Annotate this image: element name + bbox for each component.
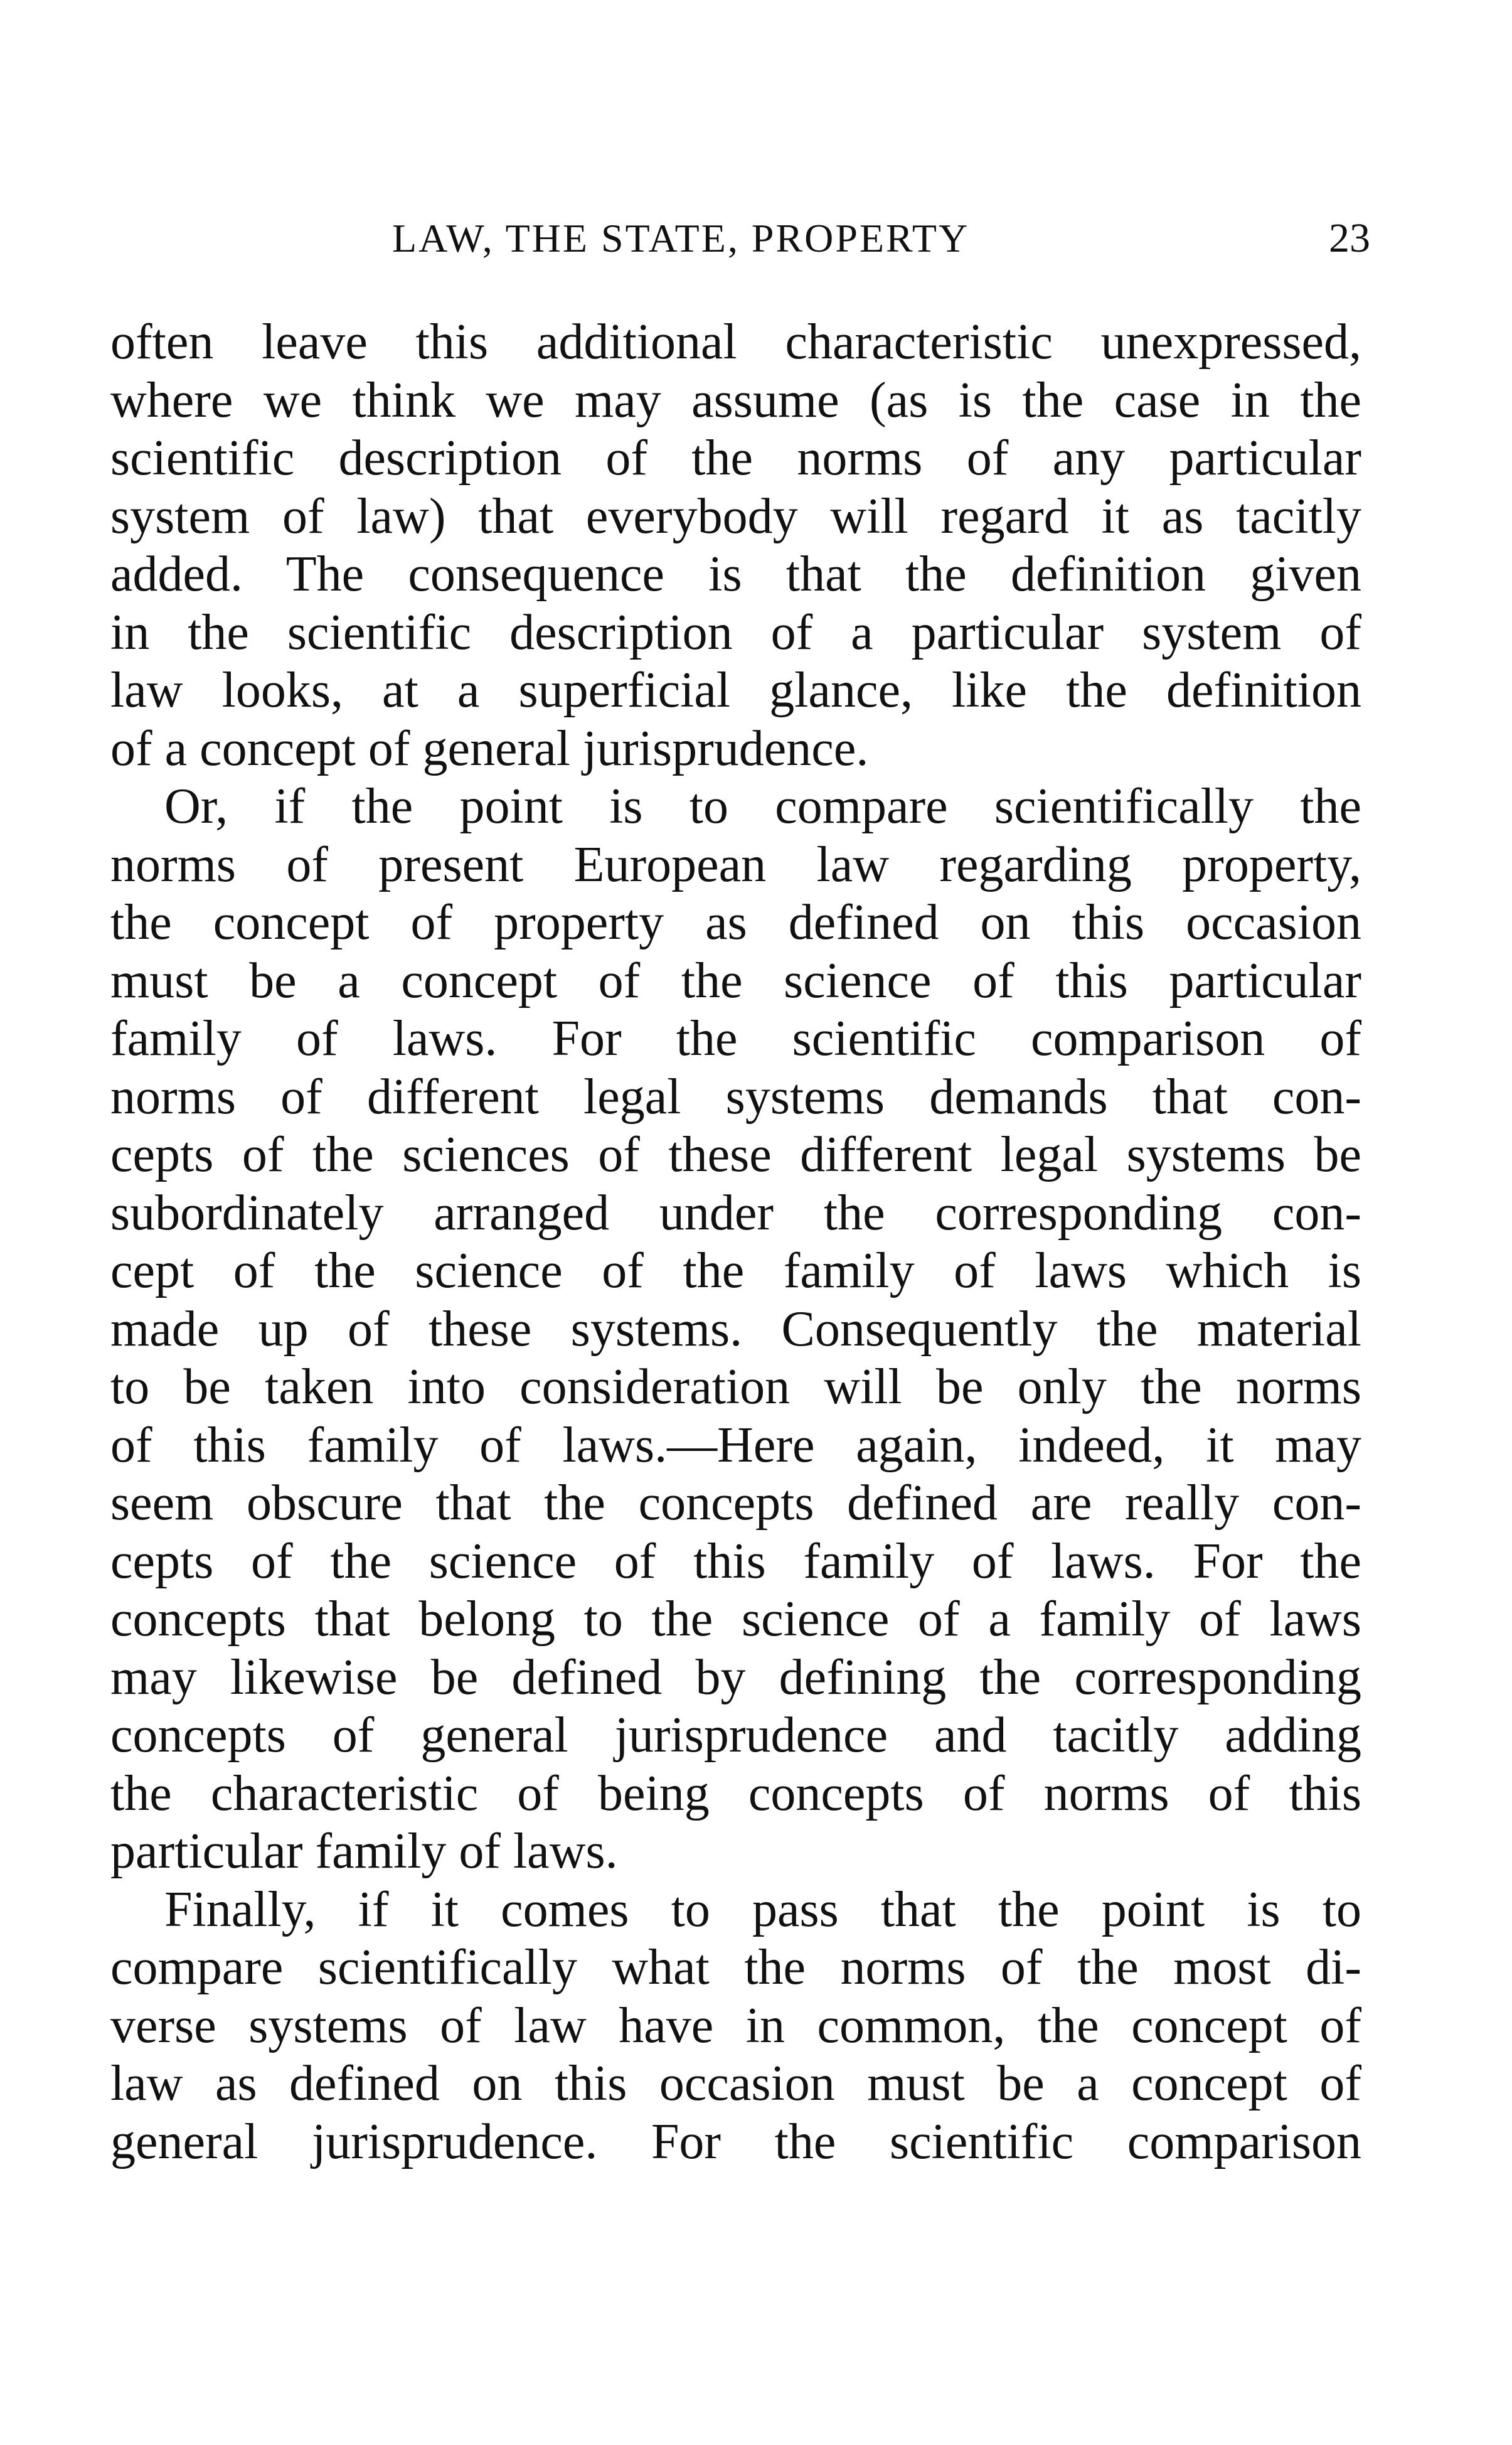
text-line: norms of different legal systems demands that con- [110, 1069, 1361, 1125]
text-line: law looks, at a superficial glance, like the definition [110, 663, 1361, 718]
text-line: seem obscure that the concepts defined are really con- [110, 1475, 1361, 1531]
text-line: of a concept of general jurisprudence. [110, 720, 869, 776]
text-line: often leave this additional characteristic unexpressed, [110, 314, 1361, 370]
text-line: subordinately arranged under the corresponding con- [110, 1185, 1361, 1241]
text-line: the characteristic of being concepts of norms of this [110, 1765, 1361, 1821]
text-line: may likewise be defined by defining the corresponding [110, 1649, 1361, 1705]
text-line: made up of these systems. Consequently the material [110, 1301, 1361, 1357]
text-line: concepts that belong to the science of a family of laws [110, 1592, 1361, 1647]
text-line: general jurisprudence. For the scientific comparison [110, 2114, 1361, 2169]
text-line: to be taken into consideration will be only the norms [110, 1359, 1361, 1415]
text-line: cept of the science of the family of laws which is [110, 1243, 1361, 1298]
text-line: where we think we may assume (as is the case in the [110, 372, 1361, 428]
text-line: compare scientifically what the norms of the most di- [110, 1940, 1361, 1995]
text-line: norms of present European law regarding property, [110, 837, 1361, 892]
text-line: the concept of property as defined on this occasion [110, 895, 1361, 950]
text-line: Or, if the point is to compare scientifically the [164, 779, 1361, 834]
text-line: must be a concept of the science of this particular [110, 953, 1361, 1008]
text-line: cepts of the science of this family of laws. For the [110, 1533, 1361, 1589]
text-line: of this family of laws.—Here again, indeed, it may [110, 1417, 1361, 1473]
text-line: law as defined on this occasion must be a concept of [110, 2056, 1361, 2111]
text-line: concepts of general jurisprudence and tacitly adding [110, 1708, 1361, 1763]
text-line: scientific description of the norms of any particular [110, 431, 1361, 486]
text-line: verse systems of law have in common, the concept of [110, 1998, 1361, 2053]
text-line: family of laws. For the scientific comparison of [110, 1011, 1361, 1066]
running-title: LAW, THE STATE, PROPERTY [392, 216, 970, 260]
page-number: 23 [1329, 215, 1370, 261]
text-line: added. The consequence is that the definition given [110, 547, 1361, 602]
text-line: Finally, if it comes to pass that the point is to [164, 1881, 1361, 1937]
text-line: cepts of the sciences of these different legal systems be [110, 1127, 1361, 1182]
body-text [110, 313, 1361, 2171]
text-line: in the scientific description of a particular system of [110, 604, 1361, 660]
text-line: particular family of laws. [110, 1824, 618, 1879]
text-line: system of law) that everybody will regard it as tacitly [110, 488, 1361, 544]
running-header [0, 213, 1512, 264]
